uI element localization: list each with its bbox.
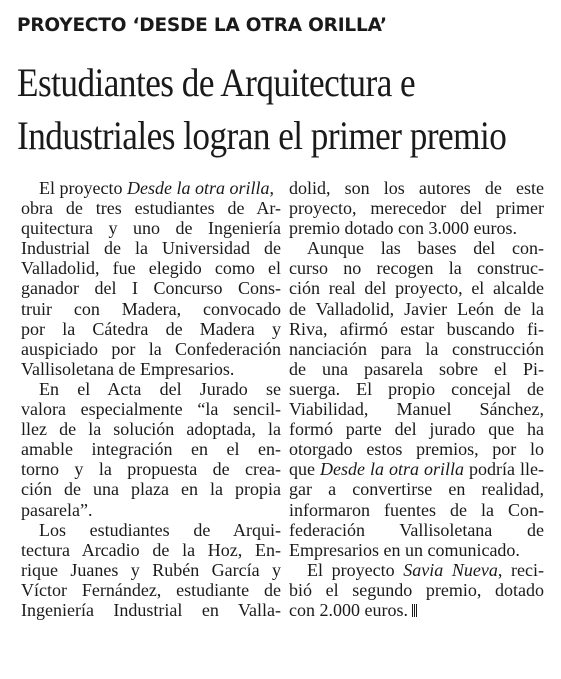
body-text-line (21, 399, 281, 419)
italic-title-text: Desde la otra orilla (126, 178, 270, 198)
italic-title-text: Savia Nueva (403, 559, 498, 580)
body-text-line (21, 560, 281, 580)
body-text-line (21, 439, 281, 459)
body-text-line (289, 278, 544, 298)
body-text: El proyecto (39, 178, 127, 198)
body-text: de una pasarela sobre el Pi- (289, 358, 544, 379)
body-text: torno y la propuesta de crea- (21, 459, 281, 480)
headline-line: Industriales logran el primer premio (17, 113, 507, 158)
body-text-line (21, 359, 281, 379)
body-text-line (21, 198, 281, 218)
body-text: curso no recogen la construc- (289, 258, 544, 279)
body-text: Vallisoletana de Empresarios. (21, 358, 235, 379)
body-text: llez de la solución adoptada, la (21, 419, 281, 440)
body-text: truir con Madera, convocado (21, 298, 281, 319)
body-text: bió el segundo premio, dotado (289, 579, 544, 600)
body-text-line (289, 198, 544, 218)
body-text-line (21, 339, 281, 359)
body-text: informaron fuentes de la Con- (289, 499, 544, 520)
body-text: gar a convertirse en realidad, (289, 479, 544, 500)
body-text-line (289, 178, 544, 198)
body-text-line (21, 218, 281, 238)
article-kicker: PROYECTO ‘DESDE LA OTRA ORILLA’ (17, 15, 387, 36)
body-text: Riva, afirmó estar buscando fi- (289, 318, 544, 339)
body-text: proyecto, merecedor del primer (289, 198, 544, 219)
body-text: En el Acta del Jurado se (39, 378, 281, 399)
body-text: Viabilidad, Manuel Sánchez, (289, 399, 544, 420)
body-text: Los estudiantes de Arqui- (39, 519, 281, 540)
body-text-line (289, 600, 544, 620)
body-text: Ingeniería Industrial en Valla- (21, 599, 281, 620)
body-text-line (21, 178, 281, 198)
body-text: auspiciado por la Confederación (21, 338, 281, 359)
body-text-line (289, 439, 544, 459)
body-text-line (21, 258, 281, 278)
body-text-line (21, 500, 281, 520)
end-of-article-mark (412, 604, 417, 617)
body-text: Empresarios en un comunicado. (289, 539, 520, 560)
body-text-line (21, 520, 281, 540)
body-text-line (289, 560, 544, 580)
body-text: Aunque las bases del con- (307, 238, 544, 259)
body-text-line (289, 258, 544, 278)
body-text-line (289, 339, 544, 359)
body-text-line (289, 319, 544, 339)
body-text: nanciación para la construcción (289, 338, 544, 359)
body-text: podría lle- (464, 459, 544, 480)
body-text: premio dotado con 3.000 euros. (289, 218, 517, 239)
body-text: con 2.000 euros. (289, 599, 408, 620)
body-text-line (289, 399, 544, 419)
body-text-line (21, 238, 281, 258)
body-text: tectura Arcadio de la Hoz, En- (21, 539, 281, 560)
body-text: Víctor Fernández, estudiante de (21, 579, 281, 600)
body-text: ganador del I Concurso Cons- (21, 278, 281, 299)
body-text-line (289, 218, 544, 238)
body-text-line (289, 520, 544, 540)
body-text-line (289, 299, 544, 319)
body-text-line (21, 600, 281, 620)
body-column-left (21, 178, 281, 620)
body-text-line (21, 540, 281, 560)
headline-line: Estudiantes de Arquitectura e (17, 60, 416, 105)
body-text-line (289, 238, 544, 258)
body-text-line (289, 379, 544, 399)
body-text-line (289, 580, 544, 600)
body-text-line (289, 500, 544, 520)
body-text-line (21, 278, 281, 298)
body-text-line (21, 479, 281, 499)
body-text: Valladolid, fue elegido como el (21, 258, 281, 279)
body-text-line (21, 419, 281, 439)
body-text-line (289, 459, 544, 479)
article-headline (17, 56, 506, 162)
body-text-line (21, 459, 281, 479)
body-text: , reci- (497, 559, 544, 580)
body-text: obra de tres estudiantes de Ar- (21, 198, 281, 219)
body-text: quitectura y uno de Ingeniería (21, 218, 281, 239)
body-text: que (289, 459, 320, 480)
body-text-line (289, 419, 544, 439)
body-text: Industrial de la Universidad de (21, 238, 281, 259)
body-text: , (269, 178, 274, 198)
body-text: otorgado estos premios, por lo (289, 439, 544, 460)
body-column-right (289, 178, 544, 620)
body-text: formó parte del jurado que ha (289, 419, 544, 440)
body-text: federación Vallisoletana de (289, 519, 544, 540)
body-text: suerga. El propio concejal de (289, 378, 544, 399)
body-text-line (21, 319, 281, 339)
body-text: por la Cátedra de Madera y (21, 318, 281, 339)
body-text-line (289, 479, 544, 499)
body-text: El proyecto (307, 559, 404, 580)
body-text: de Valladolid, Javier León de la (289, 298, 544, 319)
body-text-line (289, 540, 544, 560)
body-text: amable integración en el en- (21, 439, 281, 460)
body-text: ción real del proyecto, el alcalde (289, 278, 544, 299)
body-text-line (21, 299, 281, 319)
body-text: rique Juanes y Rubén García y (21, 559, 281, 580)
italic-title-text: Desde la otra orilla (320, 459, 465, 480)
body-text: ción de una plaza en la propia (21, 479, 281, 500)
body-text: valora especialmente “la sencil- (21, 399, 281, 420)
body-text: dolid, son los autores de este (289, 178, 544, 198)
body-text: pasarela”. (21, 499, 93, 520)
body-text-line (289, 359, 544, 379)
body-text-line (21, 580, 281, 600)
body-text-line (21, 379, 281, 399)
